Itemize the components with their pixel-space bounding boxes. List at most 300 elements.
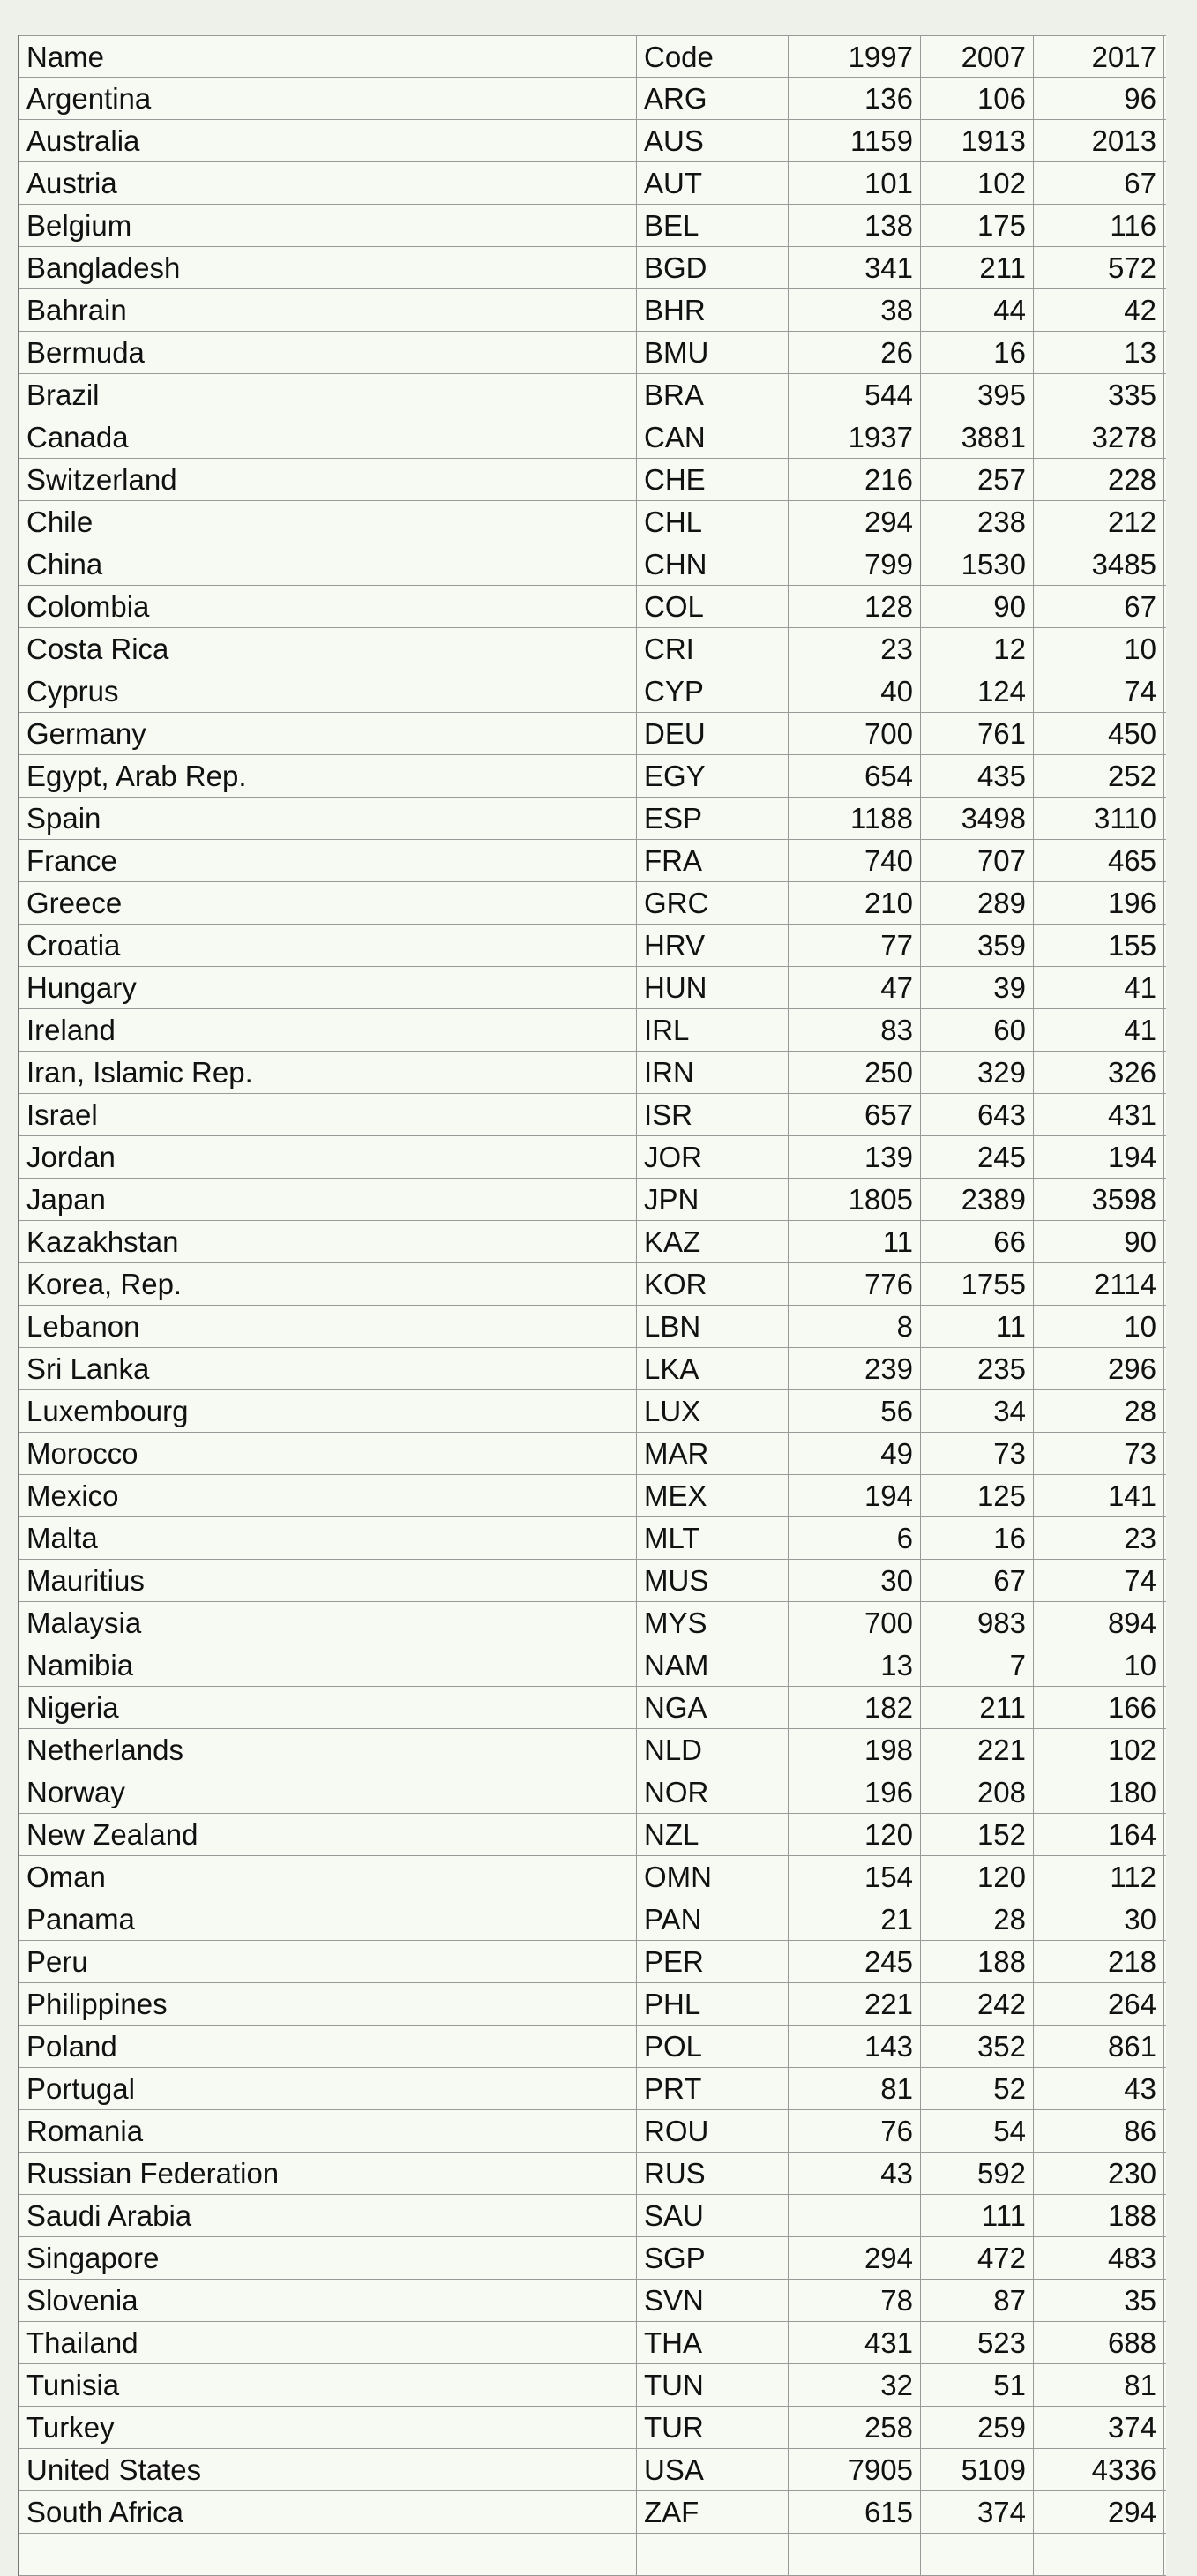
- cell-2017[interactable]: 41: [1034, 967, 1164, 1008]
- cell-name[interactable]: Bermuda: [19, 332, 637, 373]
- cell-name[interactable]: Kazakhstan: [19, 1221, 637, 1262]
- cell-code[interactable]: SGP: [637, 2237, 789, 2279]
- cell-2007[interactable]: 238: [921, 501, 1034, 543]
- cell-code[interactable]: NZL: [637, 1814, 789, 1855]
- cell-2007[interactable]: 66: [921, 1221, 1034, 1262]
- cell-2007[interactable]: 152: [921, 1814, 1034, 1855]
- cell-2007[interactable]: 211: [921, 1687, 1034, 1728]
- cell-2007[interactable]: 188: [921, 1941, 1034, 1982]
- cell-2007[interactable]: 16: [921, 332, 1034, 373]
- cell-name[interactable]: Germany: [19, 713, 637, 754]
- cell-1997[interactable]: 76: [789, 2110, 921, 2152]
- cell-2017[interactable]: 23: [1034, 1517, 1164, 1559]
- cell-2007[interactable]: 3498: [921, 798, 1034, 839]
- cell-1997[interactable]: [789, 2195, 921, 2236]
- cell-2007[interactable]: 60: [921, 1009, 1034, 1051]
- cell-2007[interactable]: 1913: [921, 120, 1034, 161]
- cell-1997[interactable]: 1188: [789, 798, 921, 839]
- cell-name[interactable]: Costa Rica: [19, 628, 637, 670]
- cell-name[interactable]: Luxembourg: [19, 1390, 637, 1432]
- cell-name[interactable]: Jordan: [19, 1136, 637, 1178]
- cell-2007[interactable]: 761: [921, 713, 1034, 754]
- cell-name[interactable]: Portugal: [19, 2068, 637, 2109]
- cell-1997[interactable]: 700: [789, 713, 921, 754]
- cell-2017[interactable]: 164: [1034, 1814, 1164, 1855]
- cell-1997[interactable]: 78: [789, 2280, 921, 2321]
- cell-2007[interactable]: 111: [921, 2195, 1034, 2236]
- cell-name[interactable]: Romania: [19, 2110, 637, 2152]
- cell-code[interactable]: LKA: [637, 1348, 789, 1389]
- cell-2017[interactable]: 102: [1034, 1729, 1164, 1771]
- cell-code[interactable]: TUN: [637, 2364, 789, 2406]
- cell-name[interactable]: Hungary: [19, 967, 637, 1008]
- cell-1997[interactable]: 30: [789, 1560, 921, 1601]
- cell-name[interactable]: Korea, Rep.: [19, 1263, 637, 1305]
- cell-2017[interactable]: 90: [1034, 1221, 1164, 1262]
- cell-2007[interactable]: 87: [921, 2280, 1034, 2321]
- cell-2017[interactable]: 218: [1034, 1941, 1164, 1982]
- cell-code[interactable]: PHL: [637, 1983, 789, 2025]
- cell-2007[interactable]: 242: [921, 1983, 1034, 2025]
- cell-name[interactable]: Israel: [19, 1094, 637, 1135]
- cell-2017[interactable]: 483: [1034, 2237, 1164, 2279]
- cell-1997[interactable]: 49: [789, 1433, 921, 1474]
- cell-2007[interactable]: 257: [921, 459, 1034, 500]
- cell-1997[interactable]: 776: [789, 1263, 921, 1305]
- cell-code[interactable]: HUN: [637, 967, 789, 1008]
- cell-name[interactable]: United States: [19, 2449, 637, 2490]
- cell-2017[interactable]: 155: [1034, 925, 1164, 966]
- header-2017[interactable]: 2017: [1034, 36, 1164, 77]
- cell-code[interactable]: SVN: [637, 2280, 789, 2321]
- cell-code[interactable]: PRT: [637, 2068, 789, 2109]
- cell-2017[interactable]: 141: [1034, 1475, 1164, 1516]
- cell-code[interactable]: MAR: [637, 1433, 789, 1474]
- cell-name[interactable]: Russian Federation: [19, 2153, 637, 2194]
- cell-code[interactable]: IRN: [637, 1052, 789, 1093]
- cell-name[interactable]: France: [19, 840, 637, 881]
- cell-2017[interactable]: 30: [1034, 1898, 1164, 1940]
- cell-1997[interactable]: 13: [789, 1644, 921, 1686]
- cell-2017[interactable]: 326: [1034, 1052, 1164, 1093]
- cell-code[interactable]: CHE: [637, 459, 789, 500]
- cell-2017[interactable]: 572: [1034, 247, 1164, 288]
- cell-2007[interactable]: 1530: [921, 543, 1034, 585]
- cell-1997[interactable]: 1805: [789, 1179, 921, 1220]
- cell-code[interactable]: MLT: [637, 1517, 789, 1559]
- cell-2007[interactable]: 39: [921, 967, 1034, 1008]
- cell-2007[interactable]: 52: [921, 2068, 1034, 2109]
- empty-cell[interactable]: [921, 2534, 1034, 2575]
- cell-name[interactable]: Nigeria: [19, 1687, 637, 1728]
- cell-name[interactable]: Turkey: [19, 2407, 637, 2448]
- cell-1997[interactable]: 341: [789, 247, 921, 288]
- cell-name[interactable]: Philippines: [19, 1983, 637, 2025]
- cell-2007[interactable]: 523: [921, 2322, 1034, 2363]
- cell-1997[interactable]: 221: [789, 1983, 921, 2025]
- cell-1997[interactable]: 194: [789, 1475, 921, 1516]
- cell-2017[interactable]: 180: [1034, 1771, 1164, 1813]
- cell-2007[interactable]: 352: [921, 2026, 1034, 2067]
- cell-code[interactable]: BMU: [637, 332, 789, 373]
- cell-2017[interactable]: 166: [1034, 1687, 1164, 1728]
- cell-1997[interactable]: 250: [789, 1052, 921, 1093]
- cell-name[interactable]: Iran, Islamic Rep.: [19, 1052, 637, 1093]
- cell-1997[interactable]: 700: [789, 1602, 921, 1644]
- cell-2017[interactable]: 10: [1034, 1306, 1164, 1347]
- cell-code[interactable]: MUS: [637, 1560, 789, 1601]
- cell-2007[interactable]: 245: [921, 1136, 1034, 1178]
- cell-2017[interactable]: 10: [1034, 1644, 1164, 1686]
- cell-1997[interactable]: 77: [789, 925, 921, 966]
- cell-2007[interactable]: 289: [921, 882, 1034, 924]
- cell-1997[interactable]: 258: [789, 2407, 921, 2448]
- cell-code[interactable]: ISR: [637, 1094, 789, 1135]
- cell-2007[interactable]: 329: [921, 1052, 1034, 1093]
- cell-2017[interactable]: 3598: [1034, 1179, 1164, 1220]
- cell-2017[interactable]: 3485: [1034, 543, 1164, 585]
- cell-code[interactable]: BHR: [637, 289, 789, 331]
- cell-code[interactable]: LUX: [637, 1390, 789, 1432]
- cell-name[interactable]: Sri Lanka: [19, 1348, 637, 1389]
- cell-1997[interactable]: 40: [789, 670, 921, 712]
- empty-cell[interactable]: [789, 2534, 921, 2575]
- cell-1997[interactable]: 83: [789, 1009, 921, 1051]
- cell-code[interactable]: USA: [637, 2449, 789, 2490]
- cell-1997[interactable]: 294: [789, 2237, 921, 2279]
- cell-2007[interactable]: 120: [921, 1856, 1034, 1898]
- cell-code[interactable]: JOR: [637, 1136, 789, 1178]
- cell-2017[interactable]: 3110: [1034, 798, 1164, 839]
- cell-name[interactable]: Croatia: [19, 925, 637, 966]
- cell-2017[interactable]: 212: [1034, 501, 1164, 543]
- header-code[interactable]: Code: [637, 36, 789, 77]
- cell-code[interactable]: LBN: [637, 1306, 789, 1347]
- cell-2007[interactable]: 12: [921, 628, 1034, 670]
- cell-2007[interactable]: 51: [921, 2364, 1034, 2406]
- cell-1997[interactable]: 294: [789, 501, 921, 543]
- cell-code[interactable]: RUS: [637, 2153, 789, 2194]
- cell-code[interactable]: ZAF: [637, 2491, 789, 2533]
- cell-name[interactable]: Malta: [19, 1517, 637, 1559]
- cell-1997[interactable]: 431: [789, 2322, 921, 2363]
- cell-1997[interactable]: 101: [789, 162, 921, 204]
- cell-code[interactable]: CHL: [637, 501, 789, 543]
- cell-2017[interactable]: 41: [1034, 1009, 1164, 1051]
- cell-code[interactable]: MYS: [637, 1602, 789, 1644]
- cell-1997[interactable]: 21: [789, 1898, 921, 1940]
- cell-name[interactable]: Ireland: [19, 1009, 637, 1051]
- cell-2017[interactable]: 264: [1034, 1983, 1164, 2025]
- cell-1997[interactable]: 143: [789, 2026, 921, 2067]
- cell-name[interactable]: Cyprus: [19, 670, 637, 712]
- cell-2007[interactable]: 983: [921, 1602, 1034, 1644]
- cell-code[interactable]: BRA: [637, 374, 789, 416]
- cell-1997[interactable]: 6: [789, 1517, 921, 1559]
- cell-2017[interactable]: 35: [1034, 2280, 1164, 2321]
- cell-2017[interactable]: 67: [1034, 586, 1164, 627]
- cell-1997[interactable]: 138: [789, 205, 921, 246]
- cell-code[interactable]: TUR: [637, 2407, 789, 2448]
- cell-1997[interactable]: 544: [789, 374, 921, 416]
- cell-code[interactable]: NGA: [637, 1687, 789, 1728]
- cell-2017[interactable]: 894: [1034, 1602, 1164, 1644]
- cell-2017[interactable]: 86: [1034, 2110, 1164, 2152]
- cell-1997[interactable]: 615: [789, 2491, 921, 2533]
- cell-2017[interactable]: 374: [1034, 2407, 1164, 2448]
- cell-1997[interactable]: 198: [789, 1729, 921, 1771]
- cell-2017[interactable]: 112: [1034, 1856, 1164, 1898]
- cell-2007[interactable]: 592: [921, 2153, 1034, 2194]
- cell-2007[interactable]: 11: [921, 1306, 1034, 1347]
- cell-code[interactable]: JPN: [637, 1179, 789, 1220]
- cell-code[interactable]: OMN: [637, 1856, 789, 1898]
- cell-1997[interactable]: 1159: [789, 120, 921, 161]
- cell-code[interactable]: ESP: [637, 798, 789, 839]
- cell-code[interactable]: SAU: [637, 2195, 789, 2236]
- cell-name[interactable]: Bangladesh: [19, 247, 637, 288]
- cell-code[interactable]: AUT: [637, 162, 789, 204]
- cell-2017[interactable]: 294: [1034, 2491, 1164, 2533]
- cell-code[interactable]: KOR: [637, 1263, 789, 1305]
- cell-1997[interactable]: 56: [789, 1390, 921, 1432]
- cell-2007[interactable]: 208: [921, 1771, 1034, 1813]
- cell-name[interactable]: Spain: [19, 798, 637, 839]
- cell-2007[interactable]: 73: [921, 1433, 1034, 1474]
- cell-1997[interactable]: 216: [789, 459, 921, 500]
- cell-name[interactable]: Tunisia: [19, 2364, 637, 2406]
- cell-code[interactable]: PER: [637, 1941, 789, 1982]
- cell-2017[interactable]: 67: [1034, 162, 1164, 204]
- cell-code[interactable]: DEU: [637, 713, 789, 754]
- cell-1997[interactable]: 740: [789, 840, 921, 881]
- cell-2017[interactable]: 861: [1034, 2026, 1164, 2067]
- cell-1997[interactable]: 32: [789, 2364, 921, 2406]
- cell-2017[interactable]: 28: [1034, 1390, 1164, 1432]
- cell-name[interactable]: Austria: [19, 162, 637, 204]
- cell-2007[interactable]: 235: [921, 1348, 1034, 1389]
- cell-2007[interactable]: 221: [921, 1729, 1034, 1771]
- cell-name[interactable]: Greece: [19, 882, 637, 924]
- cell-name[interactable]: Canada: [19, 416, 637, 458]
- empty-cell[interactable]: [19, 2534, 637, 2575]
- cell-name[interactable]: Egypt, Arab Rep.: [19, 755, 637, 797]
- cell-2007[interactable]: 5109: [921, 2449, 1034, 2490]
- cell-2007[interactable]: 395: [921, 374, 1034, 416]
- cell-code[interactable]: NAM: [637, 1644, 789, 1686]
- cell-2017[interactable]: 4336: [1034, 2449, 1164, 2490]
- cell-2007[interactable]: 211: [921, 247, 1034, 288]
- cell-code[interactable]: PAN: [637, 1898, 789, 1940]
- cell-1997[interactable]: 38: [789, 289, 921, 331]
- cell-1997[interactable]: 799: [789, 543, 921, 585]
- cell-1997[interactable]: 210: [789, 882, 921, 924]
- cell-1997[interactable]: 657: [789, 1094, 921, 1135]
- cell-2007[interactable]: 106: [921, 78, 1034, 119]
- cell-2007[interactable]: 259: [921, 2407, 1034, 2448]
- cell-2017[interactable]: 74: [1034, 670, 1164, 712]
- cell-2017[interactable]: 96: [1034, 78, 1164, 119]
- cell-code[interactable]: CYP: [637, 670, 789, 712]
- cell-code[interactable]: KAZ: [637, 1221, 789, 1262]
- cell-code[interactable]: THA: [637, 2322, 789, 2363]
- cell-code[interactable]: NLD: [637, 1729, 789, 1771]
- cell-code[interactable]: IRL: [637, 1009, 789, 1051]
- cell-2017[interactable]: 188: [1034, 2195, 1164, 2236]
- cell-2007[interactable]: 90: [921, 586, 1034, 627]
- cell-2007[interactable]: 3881: [921, 416, 1034, 458]
- cell-2007[interactable]: 67: [921, 1560, 1034, 1601]
- cell-code[interactable]: AUS: [637, 120, 789, 161]
- cell-2017[interactable]: 194: [1034, 1136, 1164, 1178]
- cell-name[interactable]: Namibia: [19, 1644, 637, 1686]
- cell-name[interactable]: Colombia: [19, 586, 637, 627]
- cell-code[interactable]: FRA: [637, 840, 789, 881]
- cell-2017[interactable]: 252: [1034, 755, 1164, 797]
- cell-code[interactable]: EGY: [637, 755, 789, 797]
- cell-2017[interactable]: 81: [1034, 2364, 1164, 2406]
- empty-cell[interactable]: [637, 2534, 789, 2575]
- cell-name[interactable]: Bahrain: [19, 289, 637, 331]
- cell-2007[interactable]: 102: [921, 162, 1034, 204]
- cell-2017[interactable]: 13: [1034, 332, 1164, 373]
- cell-name[interactable]: Mexico: [19, 1475, 637, 1516]
- cell-code[interactable]: CRI: [637, 628, 789, 670]
- cell-code[interactable]: CAN: [637, 416, 789, 458]
- cell-2007[interactable]: 7: [921, 1644, 1034, 1686]
- cell-name[interactable]: Thailand: [19, 2322, 637, 2363]
- cell-1997[interactable]: 43: [789, 2153, 921, 2194]
- cell-2007[interactable]: 44: [921, 289, 1034, 331]
- cell-2007[interactable]: 54: [921, 2110, 1034, 2152]
- cell-1997[interactable]: 23: [789, 628, 921, 670]
- cell-code[interactable]: COL: [637, 586, 789, 627]
- cell-2007[interactable]: 34: [921, 1390, 1034, 1432]
- cell-2007[interactable]: 175: [921, 205, 1034, 246]
- cell-2017[interactable]: 196: [1034, 882, 1164, 924]
- cell-name[interactable]: Panama: [19, 1898, 637, 1940]
- cell-1997[interactable]: 245: [789, 1941, 921, 1982]
- cell-name[interactable]: Japan: [19, 1179, 637, 1220]
- cell-2007[interactable]: 643: [921, 1094, 1034, 1135]
- cell-1997[interactable]: 1937: [789, 416, 921, 458]
- cell-2007[interactable]: 359: [921, 925, 1034, 966]
- cell-1997[interactable]: 196: [789, 1771, 921, 1813]
- cell-2017[interactable]: 2013: [1034, 120, 1164, 161]
- cell-2007[interactable]: 435: [921, 755, 1034, 797]
- cell-name[interactable]: Norway: [19, 1771, 637, 1813]
- cell-2017[interactable]: 296: [1034, 1348, 1164, 1389]
- cell-1997[interactable]: 139: [789, 1136, 921, 1178]
- cell-1997[interactable]: 81: [789, 2068, 921, 2109]
- cell-2017[interactable]: 116: [1034, 205, 1164, 246]
- cell-2017[interactable]: 73: [1034, 1433, 1164, 1474]
- cell-name[interactable]: Switzerland: [19, 459, 637, 500]
- cell-2017[interactable]: 42: [1034, 289, 1164, 331]
- cell-1997[interactable]: 239: [789, 1348, 921, 1389]
- cell-1997[interactable]: 47: [789, 967, 921, 1008]
- cell-2017[interactable]: 10: [1034, 628, 1164, 670]
- cell-1997[interactable]: 11: [789, 1221, 921, 1262]
- cell-name[interactable]: Brazil: [19, 374, 637, 416]
- cell-2017[interactable]: 431: [1034, 1094, 1164, 1135]
- cell-2017[interactable]: 450: [1034, 713, 1164, 754]
- cell-1997[interactable]: 128: [789, 586, 921, 627]
- cell-code[interactable]: GRC: [637, 882, 789, 924]
- cell-1997[interactable]: 120: [789, 1814, 921, 1855]
- cell-name[interactable]: Australia: [19, 120, 637, 161]
- cell-name[interactable]: China: [19, 543, 637, 585]
- empty-cell[interactable]: [1034, 2534, 1164, 2575]
- cell-2007[interactable]: 125: [921, 1475, 1034, 1516]
- cell-2017[interactable]: 74: [1034, 1560, 1164, 1601]
- cell-name[interactable]: Lebanon: [19, 1306, 637, 1347]
- cell-1997[interactable]: 8: [789, 1306, 921, 1347]
- cell-name[interactable]: Netherlands: [19, 1729, 637, 1771]
- header-name[interactable]: Name: [19, 36, 637, 77]
- cell-code[interactable]: ROU: [637, 2110, 789, 2152]
- cell-2007[interactable]: 472: [921, 2237, 1034, 2279]
- cell-code[interactable]: CHN: [637, 543, 789, 585]
- cell-code[interactable]: BEL: [637, 205, 789, 246]
- cell-1997[interactable]: 136: [789, 78, 921, 119]
- cell-2017[interactable]: 688: [1034, 2322, 1164, 2363]
- cell-name[interactable]: Oman: [19, 1856, 637, 1898]
- cell-name[interactable]: New Zealand: [19, 1814, 637, 1855]
- cell-name[interactable]: Malaysia: [19, 1602, 637, 1644]
- cell-2007[interactable]: 28: [921, 1898, 1034, 1940]
- cell-code[interactable]: HRV: [637, 925, 789, 966]
- cell-name[interactable]: Chile: [19, 501, 637, 543]
- cell-2007[interactable]: 374: [921, 2491, 1034, 2533]
- cell-1997[interactable]: 654: [789, 755, 921, 797]
- cell-2017[interactable]: 465: [1034, 840, 1164, 881]
- cell-2007[interactable]: 2389: [921, 1179, 1034, 1220]
- cell-name[interactable]: South Africa: [19, 2491, 637, 2533]
- cell-code[interactable]: BGD: [637, 247, 789, 288]
- cell-1997[interactable]: 182: [789, 1687, 921, 1728]
- cell-name[interactable]: Morocco: [19, 1433, 637, 1474]
- cell-name[interactable]: Mauritius: [19, 1560, 637, 1601]
- cell-2017[interactable]: 3278: [1034, 416, 1164, 458]
- cell-code[interactable]: ARG: [637, 78, 789, 119]
- cell-2017[interactable]: 335: [1034, 374, 1164, 416]
- cell-code[interactable]: NOR: [637, 1771, 789, 1813]
- cell-name[interactable]: Argentina: [19, 78, 637, 119]
- cell-1997[interactable]: 26: [789, 332, 921, 373]
- cell-code[interactable]: MEX: [637, 1475, 789, 1516]
- cell-1997[interactable]: 7905: [789, 2449, 921, 2490]
- cell-2007[interactable]: 707: [921, 840, 1034, 881]
- cell-2017[interactable]: 228: [1034, 459, 1164, 500]
- cell-2017[interactable]: 2114: [1034, 1263, 1164, 1305]
- cell-name[interactable]: Peru: [19, 1941, 637, 1982]
- header-1997[interactable]: 1997: [789, 36, 921, 77]
- header-2007[interactable]: 2007: [921, 36, 1034, 77]
- cell-2007[interactable]: 1755: [921, 1263, 1034, 1305]
- cell-name[interactable]: Singapore: [19, 2237, 637, 2279]
- cell-2007[interactable]: 124: [921, 670, 1034, 712]
- cell-2017[interactable]: 43: [1034, 2068, 1164, 2109]
- cell-name[interactable]: Belgium: [19, 205, 637, 246]
- cell-name[interactable]: Saudi Arabia: [19, 2195, 637, 2236]
- cell-2007[interactable]: 16: [921, 1517, 1034, 1559]
- cell-code[interactable]: POL: [637, 2026, 789, 2067]
- cell-name[interactable]: Slovenia: [19, 2280, 637, 2321]
- cell-name[interactable]: Poland: [19, 2026, 637, 2067]
- cell-2017[interactable]: 230: [1034, 2153, 1164, 2194]
- cell-1997[interactable]: 154: [789, 1856, 921, 1898]
